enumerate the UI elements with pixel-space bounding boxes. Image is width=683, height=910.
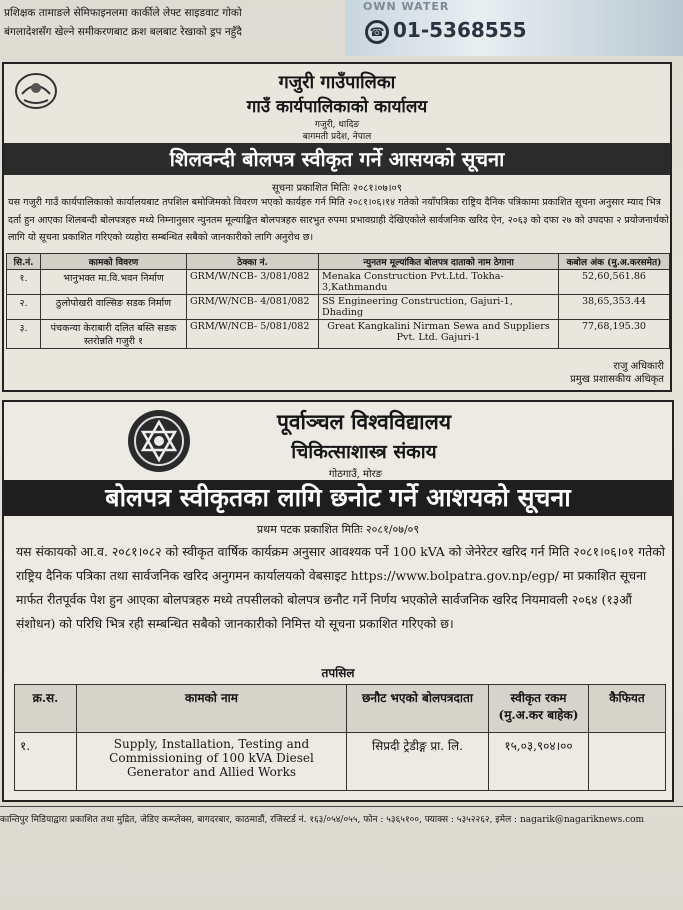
column-header: छनौट भएको बोलपत्रदाता bbox=[347, 685, 489, 733]
table-cell: भानुभक्त मा.वि.भवन निर्माण bbox=[41, 270, 187, 295]
signatory-name: राजु अधिकारी bbox=[613, 361, 664, 372]
notice1-subtitle: गाउँ कार्यपालिकाको कार्यालय bbox=[246, 97, 428, 117]
top-news-line: बंगलादेशसँग खेल्ने समीकरणबाट क्रश बलबाट रेखाको ड्रप नहुँदै bbox=[4, 26, 242, 38]
notice1-table bbox=[6, 253, 670, 349]
notice1-date: सूचना प्रकाशित मितिः २०८१।०७।०९ bbox=[272, 183, 402, 194]
top-news-text bbox=[4, 4, 334, 42]
column-header: क्र.स. bbox=[15, 685, 77, 733]
table-cell: Great Kangkalini Nirman Sewa and Suppliers Pvt. Ltd. Gajuri-1 bbox=[319, 320, 559, 349]
table-row bbox=[7, 270, 670, 295]
table-cell: Supply, Installation, Testing and Commissioning of 100 kVA Diesel Generator and Allied Works bbox=[77, 733, 347, 791]
table-cell: SS Engineering Construction, Gajuri-1, Dhading bbox=[319, 295, 559, 320]
notice1-province: बागमती प्रदेश, नेपाल bbox=[302, 132, 372, 142]
table-cell: १५,०३,९०४।०० bbox=[489, 733, 589, 791]
column-header: कामको नाम bbox=[77, 685, 347, 733]
notice1-address: गजुरी, धादिङ bbox=[314, 120, 360, 130]
table-cell: GRM/W/NCB- 4/081/082 bbox=[187, 295, 319, 320]
footer-imprint: कान्तिपुर मिडियाद्वारा प्रकाशित तथा मुद्रित, जेडिए कम्प्लेक्स, बागदरबार, काठमाडौं, रजिस्टर्ड नं. १६३/०५४/०५५, फोन : ५३६५१००, फ्याक्स : ५३५२२६२, इमेल : nagarik@nagariknews.com bbox=[0, 815, 645, 825]
column-header: कबोल अंक (मु.अ.करसमेत) bbox=[559, 254, 670, 270]
top-news-line: प्रशिक्षक तामाङले सेमिफाइनलमा कार्कीले लेफ्ट साइडवाट गोको bbox=[4, 7, 242, 19]
table-cell: GRM/W/NCB- 5/081/082 bbox=[187, 320, 319, 349]
notice2-subheading: तपसिल bbox=[321, 666, 355, 680]
signatory-title: प्रमुख प्रशासकीय अधिकृत bbox=[570, 374, 664, 385]
top-strip bbox=[0, 0, 683, 58]
table-cell: ठुलोपोखरी वाल्सिङ सडक निर्माण bbox=[41, 295, 187, 320]
table-row bbox=[7, 320, 670, 349]
table-cell: Menaka Construction Pvt.Ltd. Tokha-3,Kathmandu bbox=[319, 270, 559, 295]
notice2-subtitle: चिकित्साशास्त्र संकाय bbox=[291, 441, 437, 463]
table-header-row bbox=[15, 685, 666, 733]
column-header: कामको विवरण bbox=[41, 254, 187, 270]
table-row bbox=[7, 295, 670, 320]
table-header-row bbox=[7, 254, 670, 270]
notice-gajuri bbox=[2, 62, 672, 392]
ad-label: OWN WATER bbox=[363, 0, 450, 13]
footer-divider bbox=[0, 806, 683, 807]
table-row bbox=[15, 733, 666, 791]
table-cell: सिप्रदी ट्रेडीङ्ग प्रा. लि. bbox=[347, 733, 489, 791]
notice1-title: गजुरी गाउँपालिका bbox=[278, 72, 396, 93]
table-cell: ३. bbox=[7, 320, 41, 349]
ad-phone-number: 01-5368555 bbox=[393, 18, 527, 42]
table-cell bbox=[589, 733, 666, 791]
notice1-signature bbox=[570, 360, 664, 386]
table-cell: १. bbox=[7, 270, 41, 295]
column-header: कैफियत bbox=[589, 685, 666, 733]
water-advert bbox=[345, 0, 683, 56]
column-header: न्युनतम मूल्यांकित बोलपत्र दाताको नाम ठेगाना bbox=[319, 254, 559, 270]
table-cell: 77,68,195.30 bbox=[559, 320, 670, 349]
table-cell: पंचकन्या केराबारी दलित बस्ति सडक स्तरोन्नति गजुरी १ bbox=[41, 320, 187, 349]
notice2-body: यस संकायको आ.व. २०८१।०८२ को स्वीकृत वार्षिक कार्यक्रम अनुसार आवश्यक पर्ने 100 kVA को जेनेरेटर खरिद गर्न मिति २०८१।०६।०१ गतेको राष्ट्रिय दैनिक पत्रिका तथा सार्वजनिक खरिद अनुगमन कार्यालयको वेबसाइट https://www.bolpatra.gov.np/egp/ मा प्रकाशित सूचना मार्फत रीतपूर्वक पेश हुन आएका बोलपत्रहरु मध्ये तपसीलको बोलपत्र छनौट गर्ने निर्णय भएकोले सार्वजनिक खरिद नियमावली २०६४ (१३औं संशोधन) को परिधि भित्र रही सम्बन्धित सबैको जानकारीको निमित्त यो सूचना प्रकाशित गरिएको छ। bbox=[16, 544, 665, 631]
column-header: स्वीकृत रकम (मु.अ.कर बाहेक) bbox=[489, 685, 589, 733]
column-header: ठेक्का नं. bbox=[187, 254, 319, 270]
notice2-table bbox=[14, 684, 666, 791]
table-cell: GRM/W/NCB- 3/081/082 bbox=[187, 270, 319, 295]
column-header: सि.नं. bbox=[7, 254, 41, 270]
notice2-title: पूर्वाञ्चल विश्वविद्यालय bbox=[276, 409, 452, 434]
phone-icon: ☎ bbox=[365, 20, 389, 44]
notice2-address: गोठगाउँ, मोरङ bbox=[328, 469, 382, 480]
table-cell: २. bbox=[7, 295, 41, 320]
notice1-body: यस गजुरी गाउँ कार्यपालिकाको कार्यालयबाट तपशिल बमोजिमको विवरण भएको कार्यहरु गर्न मिति २०८१।०६।१४ गतेको नयाँपत्रिका राष्ट्रिय दैनिक पत्रिकामा प्रकाशित सूचना अनुसार म्याद भित्र दर्ता हुन आएका शिलबन्दी बोलपत्रहरु मध्ये निम्नानुसार न्युनतम मूल्याङ्कित बोलपत्रहरु सारभुत रुपमा प्रभावग्राही देखिएकोले सार्वजनिक खरिद ऐन, २०६३ को दफा २७ को उपदफा २ प्रयोजनार्थको लागि यो सूचना प्रकाशित गरिएको व्यहोरा सम्बन्धित सबैको जानकारीको लागि अनुरोध छ। bbox=[8, 197, 669, 243]
notice1-banner: शिलवन्दी बोलपत्र स्वीकृत गर्ने आसयको सूचना bbox=[4, 143, 670, 175]
table-cell: १. bbox=[15, 733, 77, 791]
notice-purbanchal bbox=[2, 400, 674, 802]
ad-phone bbox=[365, 18, 527, 44]
notice2-date: प्रथम पटक प्रकाशित मितिः २०८१/०७/०९ bbox=[256, 523, 420, 536]
notice2-banner: बोलपत्र स्वीकृतका लागि छनोट गर्ने आशयको सूचना bbox=[4, 480, 672, 516]
table-cell: 52,60,561.86 bbox=[559, 270, 670, 295]
table-cell: 38,65,353.44 bbox=[559, 295, 670, 320]
